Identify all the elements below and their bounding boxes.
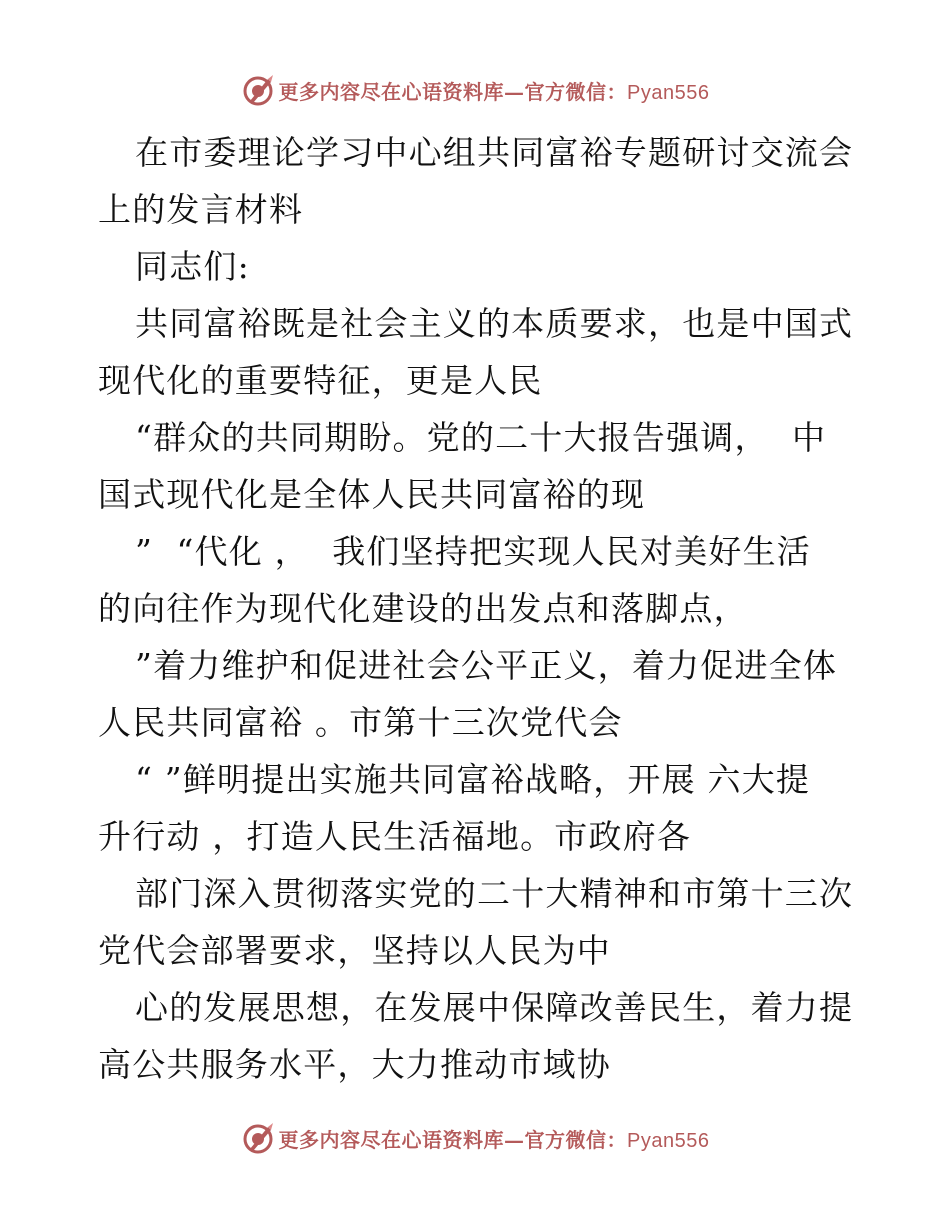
watermark-text: 更多内容尽在心语资料库—官方微信：Pyan556 xyxy=(278,79,710,104)
text-line: 同志们: xyxy=(135,247,250,286)
quill-logo-icon xyxy=(241,73,275,107)
text-line: 国式现代化是全体人民共同富裕的现 xyxy=(98,475,646,514)
text-line: 上的发言材料 xyxy=(98,190,304,229)
document-body xyxy=(98,124,858,1093)
text-line: 部门深入贯彻落实党的二十大精神和市第十三次 xyxy=(135,874,854,913)
text-line: “群众的共同期盼。党的二十大报告强调， 中 xyxy=(135,418,827,457)
text-line: 共同富裕既是社会主义的本质要求，也是中国式 xyxy=(135,304,854,343)
text-line: 党代会部署要求，坚持以人民为中 xyxy=(98,931,611,970)
text-line: 人民共同富裕 。市第十三次党代会 xyxy=(98,703,623,742)
text-line: 现代化的重要特征，更是人民 xyxy=(98,361,543,400)
text-line: “ ”鲜明提出实施共同富裕战略，开展 六大提 xyxy=(135,760,811,799)
header-watermark xyxy=(0,70,950,110)
text-line: 的向往作为现代化建设的出发点和落脚点， xyxy=(98,589,748,628)
quill-logo-icon xyxy=(241,1121,275,1155)
text-line: ” “代化 ， 我们坚持把实现人民对美好生活 xyxy=(135,532,811,571)
watermark-text: 更多内容尽在心语资料库—官方微信：Pyan556 xyxy=(278,1127,710,1152)
text-line: 心的发展思想，在发展中保障改善民生，着力提 xyxy=(135,988,854,1027)
text-line: 升行动 ，打造人民生活福地。市政府各 xyxy=(98,817,692,856)
footer-watermark xyxy=(0,1118,950,1158)
text-line: ”着力维护和促进社会公平正义，着力促进全体 xyxy=(135,646,838,685)
text-line: 高公共服务水平，大力推动市域协 xyxy=(98,1045,611,1084)
text-line: 在市委理论学习中心组共同富裕专题研讨交流会 xyxy=(135,133,854,172)
